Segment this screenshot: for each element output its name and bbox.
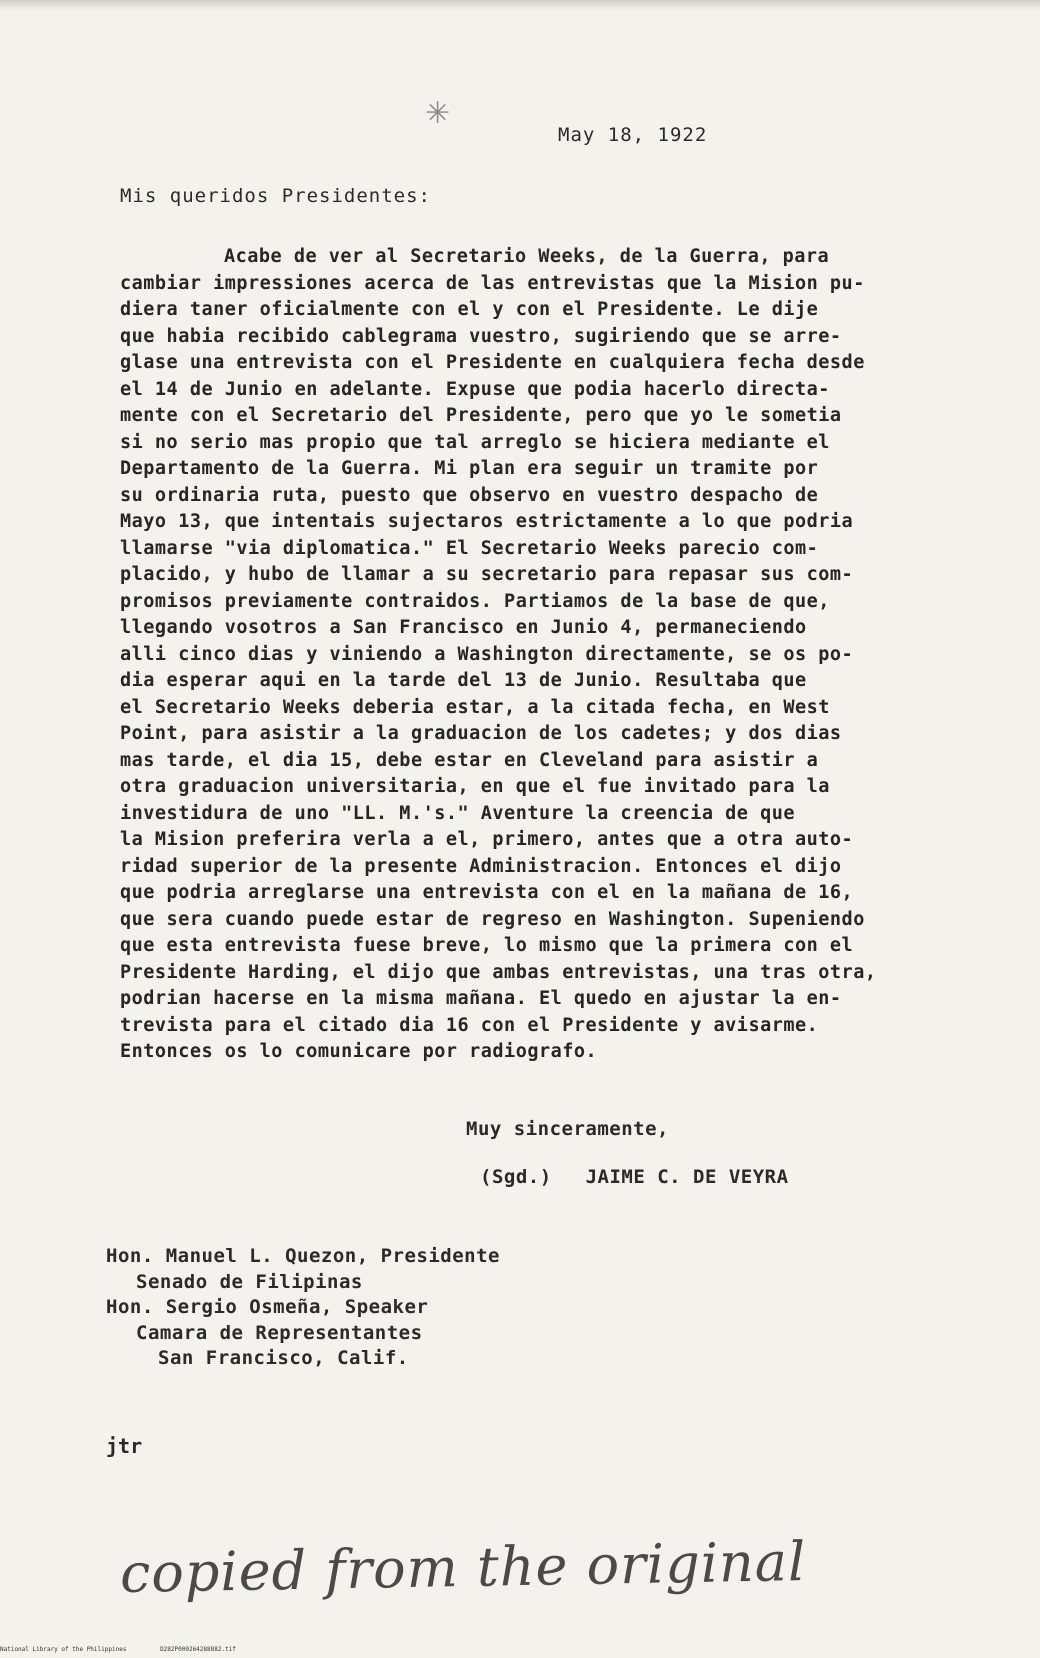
body-line: Acabe de ver al Secretario Weeks, de la Guerra, para [224,246,830,267]
body-line: el Secretario Weeks deberia estar, a la citada fecha, en West [120,696,830,718]
addressee-line: Hon. Sergio Osmeña, Speaker [106,1296,429,1318]
body-line: promisos previamente contraidos. Partiamos de la base de que, [120,590,830,612]
body-line: Presidente Harding, el dijo que ambas entrevistas, una tras otra, [120,961,877,983]
body-line: el 14 de Junio en adelante. Expuse que podia hacerlo directa- [120,378,830,400]
body-line: podrian hacerse en la misma mañana. El quedo en ajustar la en- [120,988,842,1009]
body-line: investidura de uno "LL. M.'s." Aventure la creencia de que [120,802,796,824]
body-line: dia esperar aqui en la tarde del 13 de Junio. Resultaba que [120,670,807,691]
body-line: Entonces os lo comunicare por radiografo. [120,1041,598,1062]
body-line: mas tarde, el dia 15, debe estar en Cleveland para asistir a [120,749,819,771]
salutation: Mis queridos Presidentes: [120,185,431,207]
body-line: que esta entrevista fuese breve, lo mismo que la primera con el [120,935,854,956]
addressee-line: Senado de Filipinas [136,1270,363,1293]
body-line: alli cinco dias y viniendo a Washington directamente, se os po- [120,643,854,665]
signature-block [480,1166,789,1188]
typist-initials: jtr [106,1434,143,1458]
signed-marker: (Sgd.) [480,1166,552,1188]
body-line: mente con el Secretario del Presidente, pero que yo le sometia [120,405,842,426]
body-line: la Mision preferira verla a el, primero, antes que a otra auto- [120,829,854,850]
body-line: su ordinaria ruta, puesto que observo en vuestro despacho de [120,484,819,506]
body-line: llamarse "via diplomatica." El Secretario Weeks parecio com- [120,537,819,559]
addressee-line: San Francisco, Calif. [158,1347,409,1369]
body-line: trevista para el citado dia 16 con el Presidente y avisarme. [120,1014,819,1036]
body-line: que podria arreglarse una entrevista con el en la mañana de 16, [120,882,854,903]
addressee-block [106,1244,500,1372]
scan-edge [0,0,1040,10]
file-id: D282P000264288882.tif [160,1646,236,1653]
signatory-name: JAIME C. DE VEYRA [585,1166,789,1188]
body-line: si no serio mas propio que tal arreglo se hiciera mediante el [120,431,830,453]
body-line: cambiar impressiones acerca de las entrevistas que la Mision pu- [120,272,865,294]
body-line: otra graduacion universitaria, en que el fue invitado para la [120,776,830,797]
body-line: ridad superior de la presente Administracion. Entonces el dijo [120,855,842,877]
handwritten-note: copied from the original [119,1530,807,1605]
body-line: Departamento de la Guerra. Mi plan era seguir un tramite por [120,458,819,479]
letter-date: May 18, 1922 [558,124,708,146]
pencil-asterisk-mark: ✳ [425,96,451,131]
body-line: que sera cuando puede estar de regreso en Washington. Supeniendo [120,908,865,930]
addressee-line: Hon. Manuel L. Quezon, Presidente [106,1245,500,1267]
addressee-line: Camara de Representantes [136,1321,423,1344]
scan-footer [0,1646,1040,1653]
body-line: que habia recibido cablegrama vuestro, sugiriendo que se arre- [120,325,842,347]
complimentary-close: Muy sinceramente, [466,1118,669,1140]
body-line: Mayo 13, que intentais sujectaros estrictamente a lo que podria [120,511,854,532]
body-line: llegando vosotros a San Francisco en Junio 4, permaneciendo [120,617,807,638]
body-line: diera taner oficialmente con el y con el Presidente. Le dije [120,299,819,320]
body-line: glase una entrevista con el Presidente en cualquiera fecha desde [120,352,865,373]
body-line: placido, y hubo de llamar a su secretario para repasar sus com- [120,564,854,585]
letter-body [120,244,980,1066]
archive-name: National Library of the Philippines [0,1646,127,1653]
body-line: Point, para asistir a la graduacion de los cadetes; y dos dias [120,723,842,744]
